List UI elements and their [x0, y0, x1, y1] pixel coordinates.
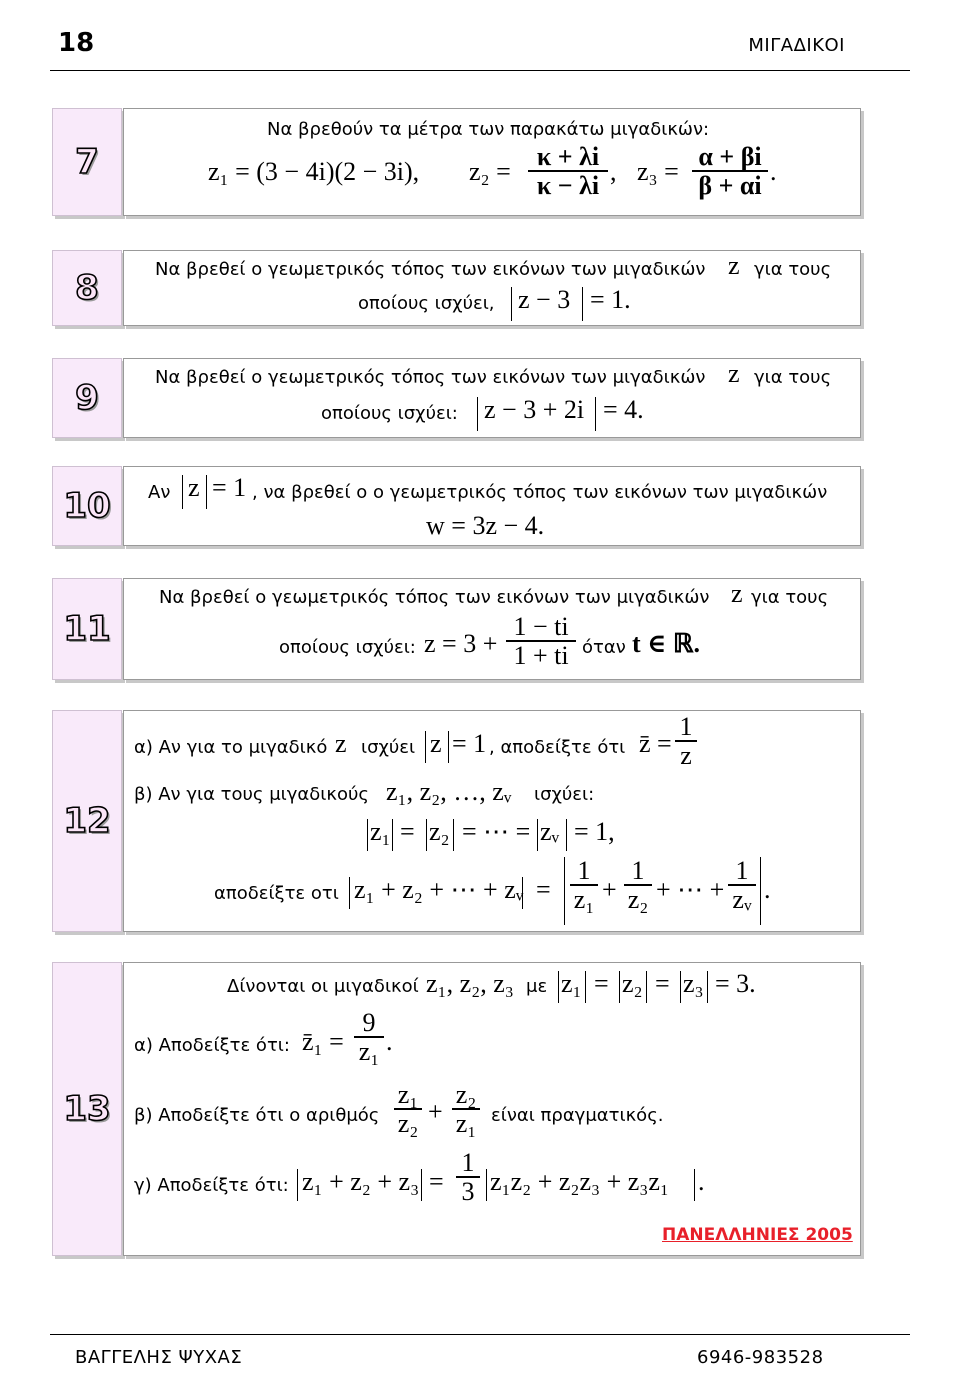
source-label: ΠΑΝΕΛΛΗΝΙΕΣ 2005 [662, 1225, 853, 1245]
problem-13-intro-z1: z₁ [561, 969, 582, 998]
problem-8-box [123, 250, 861, 326]
problem-7-number-box [52, 108, 122, 216]
abs-bar-left [425, 731, 426, 763]
problem-10-prefix: Αν [148, 482, 171, 503]
footer-rule [50, 1334, 910, 1335]
problem-12-a-lhs: z̄ = [639, 729, 672, 758]
problem-number: 7 [75, 142, 99, 182]
abs-bar-right [694, 1169, 695, 1201]
problem-11-math-lhs: z = 3 + [424, 629, 498, 658]
problem-13-intro-vars: z₁, z₂, z₃ [426, 969, 514, 998]
problem-12-a-rhs: = 1 [452, 729, 487, 758]
problem-12-box [123, 710, 861, 932]
abs-bar [537, 819, 538, 851]
abs-bar [558, 971, 559, 1003]
problem-number: 11 [63, 609, 111, 649]
problem-12-c-frac2 [624, 857, 652, 915]
abs-bar-left [182, 475, 183, 509]
problem-12-c-lhs: z₁ + z₂ + ⋯ + zᵥ [354, 875, 524, 904]
problem-11-box [123, 578, 861, 680]
problem-13-c-rhs: z₁z₂ + z₂z₃ + z₃z₁ [490, 1167, 669, 1196]
problem-10-text: , να βρεθεί ο ο γεωμετρικός τόπος των εικόνων των μιγαδικών [252, 482, 828, 503]
z3-fraction [692, 143, 768, 201]
problem-9-line2: οποίους ισχύει: [321, 403, 458, 424]
abs-bar [453, 819, 454, 851]
abs-bar [707, 971, 708, 1003]
problem-9-box [123, 358, 861, 438]
problem-13-a-end: . [386, 1027, 393, 1056]
problem-8-var: z [728, 251, 740, 280]
problem-10-number-box [52, 466, 122, 546]
problem-13-c-lhs: z₁ + z₂ + z₃ [302, 1167, 420, 1196]
problem-11-line2: οποίους ισχύει: [279, 637, 416, 658]
header-rule [50, 70, 910, 71]
problem-13-intro-eqsign: = [594, 969, 609, 998]
problem-11-when: όταν [582, 637, 626, 658]
problem-9-line1: Να βρεθεί ο γεωμετρικός τόπος των εικόνων των μιγαδικών [155, 367, 706, 388]
problem-7-box [123, 108, 861, 216]
problem-8-line1: Να βρεθεί ο γεωμετρικός τόπος των εικόνων των μιγαδικών [155, 259, 706, 280]
z1-expression: z₁ = (3 − 4i)(2 − 3i), [208, 157, 420, 186]
chapter-title: ΜΙΓΑΔΙΚΟΙ [748, 35, 845, 56]
problem-13-c-eq: = [429, 1167, 444, 1196]
problem-7-text: Να βρεθούν τα μέτρα των παρακάτω μιγαδικών: [267, 119, 710, 140]
abs-bar-right [595, 397, 596, 431]
abs-bar-left [564, 857, 565, 925]
abs-bar-left [349, 877, 350, 909]
problem-12-a-text2: , αποδείξτε ότι [489, 737, 626, 758]
problem-10-abs-var: z [188, 473, 200, 502]
fraction-denominator: 3 [456, 1176, 480, 1207]
problem-13-intro-eqsign2: = [655, 969, 670, 998]
problem-12-a-fraction [675, 713, 697, 771]
fraction-denominator: z₁ [570, 884, 598, 915]
abs-bar [646, 971, 647, 1003]
problem-11-number-box [52, 578, 122, 680]
problem-13-c-fraction [456, 1149, 480, 1207]
fraction-numerator: 1 [461, 1148, 475, 1177]
problem-12-c-label: αποδείξτε οτι [214, 883, 339, 904]
problem-9-number-box [52, 358, 122, 438]
fraction-numerator: 1 [679, 712, 693, 741]
problem-12-a-abs: z [430, 729, 442, 758]
abs-bar [392, 819, 393, 851]
problem-10-box [123, 466, 861, 546]
fraction-numerator: z₂ [455, 1080, 477, 1109]
problem-number: 13 [63, 1089, 111, 1129]
problem-9-math: z − 3 + 2i [484, 395, 585, 424]
abs-bar-right [522, 877, 523, 909]
z2-denominator: κ − λi [528, 170, 608, 201]
problem-number: 9 [75, 378, 99, 418]
problem-12-a-label: α) Αν για το μιγαδικό [134, 737, 328, 758]
abs-bar [680, 971, 681, 1003]
problem-12-b-eq-z2: z₂ [429, 817, 450, 846]
problem-13-c-label: γ) Αποδείξτε ότι: [134, 1175, 289, 1196]
problem-12-b-eq-sign: = [400, 817, 415, 846]
abs-bar-right [582, 287, 583, 321]
plus-dots: + ⋯ + [656, 875, 725, 904]
fraction-denominator: z₁ [354, 1036, 384, 1067]
fraction-denominator: z₂ [394, 1108, 422, 1139]
abs-bar [426, 819, 427, 851]
footer-phone: 6946-983528 [697, 1347, 824, 1368]
problem-12-b-eq-rhs: = 1, [574, 817, 615, 846]
z2-numerator: κ + λi [536, 142, 600, 171]
problem-13-number-box [52, 962, 122, 1256]
fraction-numerator: 1 [735, 856, 749, 885]
problem-13-box [123, 962, 861, 1256]
problem-11-fraction [506, 613, 576, 671]
problem-13-c-end: . [698, 1167, 705, 1196]
problem-13-b-frac2 [452, 1081, 480, 1139]
problem-9-var: z [728, 359, 740, 388]
problem-12-b-eq-dots: = ⋯ = [462, 817, 531, 846]
abs-bar-left [511, 287, 512, 321]
abs-bar-left [486, 1169, 487, 1201]
problem-12-a-var: z [335, 729, 347, 758]
z2-fraction [528, 143, 608, 201]
abs-bar [585, 971, 586, 1003]
problem-13-intro-rhs: = 3. [715, 969, 756, 998]
z3-end: . [770, 157, 777, 186]
problem-12-c-end: . [764, 875, 771, 904]
fraction-numerator: 1 − ti [513, 612, 569, 641]
problem-8-line1-end: για τους [754, 259, 832, 280]
fraction-denominator: z₂ [624, 884, 652, 915]
problem-12-c-frac3 [728, 857, 756, 915]
fraction-numerator: 1 [631, 856, 645, 885]
problem-8-line2: οποίους ισχύει, [358, 293, 495, 314]
fraction-numerator: z₁ [397, 1080, 419, 1109]
z2-separator: , [610, 157, 617, 186]
abs-bar-right [206, 475, 207, 509]
problem-11-line1-end: για τους [751, 587, 829, 608]
problem-11-var: z [731, 579, 743, 608]
problem-number: 8 [75, 268, 99, 308]
problem-9-math-rhs: = 4. [603, 395, 644, 424]
abs-bar [619, 971, 620, 1003]
problem-13-intro: Δίνονται οι μιγαδικοί [227, 976, 419, 997]
problem-12-number-box [52, 710, 122, 932]
problem-8-math: z − 3 [518, 285, 571, 314]
abs-bar [367, 819, 368, 851]
fraction-numerator: 9 [362, 1008, 376, 1037]
fraction-denominator: 1 + ti [506, 640, 576, 671]
problem-13-b-text: είναι πραγματικός. [491, 1105, 664, 1126]
problem-13-b-label: β) Αποδείξτε ότι ο αριθμός [134, 1105, 380, 1126]
problem-12-a-text: ισχύει [361, 737, 416, 758]
problem-12-b-label: β) Αν για τους μιγαδικούς [134, 784, 369, 805]
z3-numerator: α + βi [698, 142, 762, 171]
problem-12-c-eq: = [536, 875, 551, 904]
problem-13-b-frac1 [394, 1081, 422, 1139]
problem-number: 12 [63, 801, 111, 841]
problem-8-number-box [52, 250, 122, 326]
fraction-denominator: zᵥ [728, 884, 756, 915]
problem-13-intro-z2: z₂ [622, 969, 643, 998]
z3-denominator: β + αi [692, 170, 768, 201]
problem-10-math: w = 3z − 4. [426, 511, 545, 540]
abs-bar [566, 819, 567, 851]
abs-bar-left [297, 1169, 298, 1201]
problem-13-a-fraction [354, 1009, 384, 1067]
problem-12-b-vars: z₁, z₂, …, zᵥ [386, 777, 512, 806]
fraction-denominator: z₁ [452, 1108, 480, 1139]
problem-number: 10 [63, 486, 111, 526]
problem-11-condition: t ∈ ℝ. [632, 629, 700, 658]
problem-13-intro-with: με [526, 976, 548, 997]
footer-author: ΒΑΓΓΕΛΗΣ ΨΥΧΑΣ [75, 1347, 243, 1368]
problem-13-a-lhs: z̄₁ = [302, 1027, 344, 1056]
abs-bar-right [760, 857, 761, 925]
problem-12-b-eq-zv: zᵥ [540, 817, 560, 846]
z2-lhs: z₂ = [469, 157, 511, 186]
fraction-denominator: z [675, 740, 697, 771]
fraction-numerator: 1 [577, 856, 591, 885]
plus-sign: + [428, 1097, 443, 1126]
problem-8-math-rhs: = 1. [590, 285, 631, 314]
abs-bar-left [477, 397, 478, 431]
problem-12-c-frac1 [570, 857, 598, 915]
problem-13-intro-z3: z₃ [683, 969, 704, 998]
problem-9-line1-end: για τους [754, 367, 832, 388]
problem-11-line1: Να βρεθεί ο γεωμετρικός τόπος των εικόνων των μιγαδικών [159, 587, 710, 608]
page-number: 18 [58, 28, 95, 58]
problem-13-a-label: α) Αποδείξτε ότι: [134, 1035, 290, 1056]
problem-12-b-eq-z1: z₁ [370, 817, 391, 846]
problem-10-abs-rhs: = 1 [212, 473, 247, 502]
plus-sign: + [602, 875, 617, 904]
z3-lhs: z₃ = [637, 157, 679, 186]
abs-bar-right [448, 731, 449, 763]
problem-12-b-text: ισχύει: [534, 784, 595, 805]
abs-bar-right [421, 1169, 422, 1201]
